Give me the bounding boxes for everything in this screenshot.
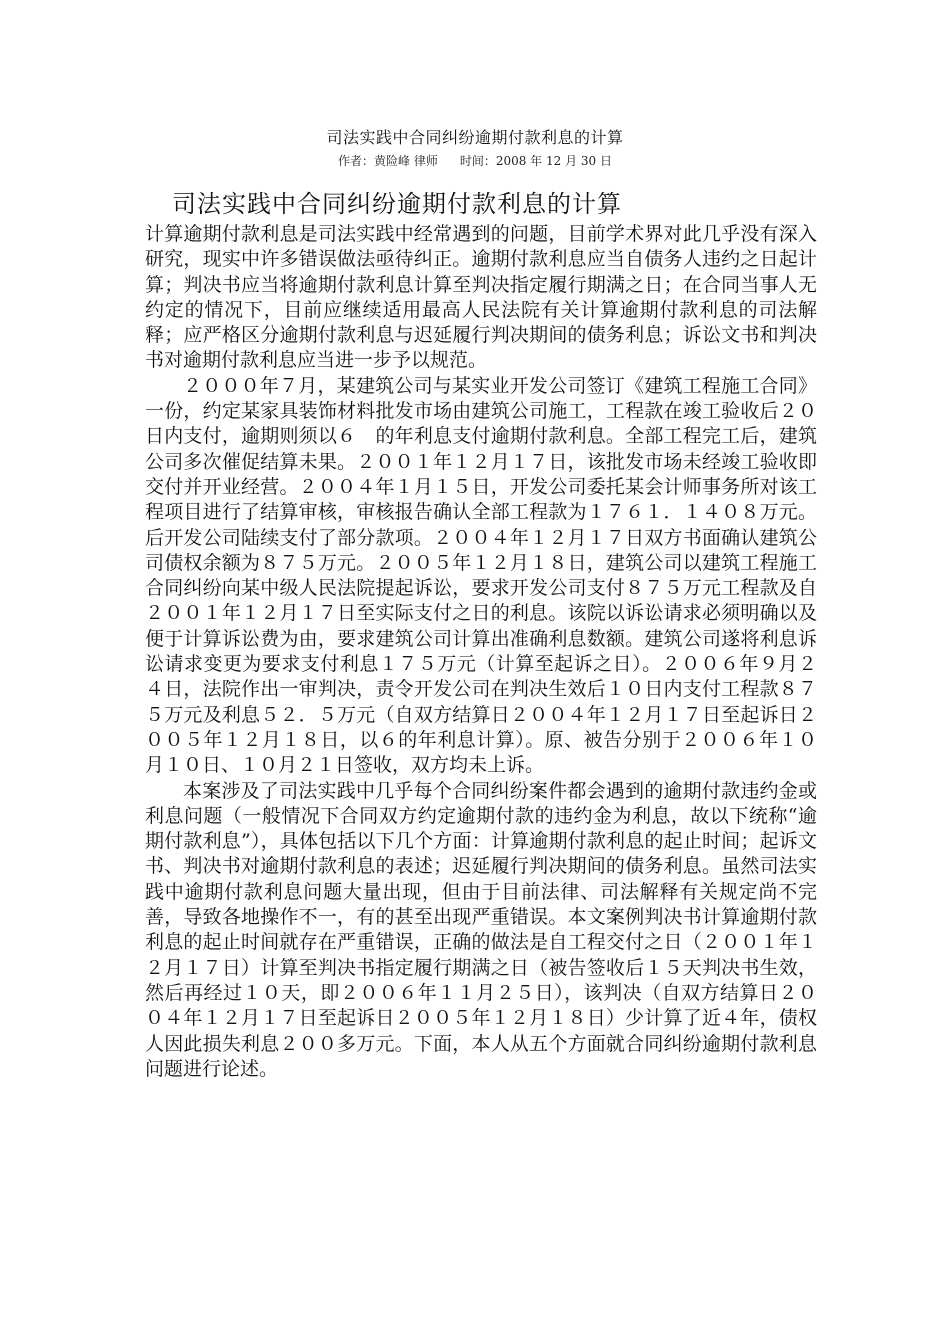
byline (0, 152, 950, 169)
abstract-paragraph: 计算逾期付款利息是司法实践中经常遇到的问题，目前学术界对此几乎没有深入研究，现实中许多错误做法亟待纠正。逾期付款利息应当自债务人违约之日起计算；判决书应当将逾期付款利息计算至判决指定履行期满之日；在合同当事人无约定的情况下，目前应继续适用最高人民法院有关计算逾期付款利息的司法解释；应严格区分逾期付款利息与迟延履行判决期间的债务利息；诉讼文书和判决书对逾期付款利息应当进一步予以规范。 (145, 223, 817, 372)
author-label: 作者：黄险峰 律师 (338, 154, 438, 168)
article-body (145, 222, 817, 1082)
date-label: 时间：2008 年 12 月 30 日 (459, 154, 612, 168)
page-header-title: 司法实践中合同纠纷逾期付款利息的计算 (326, 128, 624, 147)
case-facts-paragraph: ２０００年７月，某建筑公司与某实业开发公司签订《建筑工程施工合同》一份，约定某家具装饰材料批发市场由建筑公司施工，工程款在竣工验收后２０日内支付，逾期则须以６ 的年利息支付逾期付款利息。全部工程完工后，建筑公司多次催促结算未果。２００１年１２月１７日，该批发市场未经竣工验收即交付并开业经营。２００４年１月１５日，开发公司委托某会计师事务所对该工程项目进行了结算审核，审核报告确认全部工程款为１７６１．１４０８万元。后开发公司陆续支付了部分款项。２００４年１２月１７日双方书面确认建筑公司债权余额为８７５万元。２００５年１２月１８日，建筑公司以建筑工程施工合同纠纷向某中级人民法院提起诉讼，要求开发公司支付８７５万元工程款及自２００１年１２月１７日至实际支付之日的利息。该院以诉讼请求必须明确以及便于计算诉讼费为由，要求建筑公司计算出准确利息数额。建筑公司遂将利息诉讼请求变更为要求支付利息１７５万元（计算至起诉之日）。２００６年９月２４日，法院作出一审判决，责令开发公司在判决生效后１０日内支付工程款８７５万元及利息５２．５万元（自双方结算日２００４年１２月１７日至起诉日２００５年１２月１８日，以６的年利息计算）。原、被告分别于２００６年１０月１０日、１０月２１日签收，双方均未上诉。 (145, 374, 817, 777)
issue-analysis-paragraph: 本案涉及了司法实践中几乎每个合同纠纷案件都会遇到的逾期付款违约金或利息问题（一般情况下合同双方约定逾期付款的违约金为利息，故以下统称“逾期付款利息”），具体包括以下几个方面：计算逾期付款利息的起止时间；起诉文书、判决书对逾期付款利息的表述；迟延履行判决期间的债务利息。虽然司法实践中逾期付款利息问题大量出现，但由于目前法律、司法解释有关规定尚不完善，导致各地操作不一，有的甚至出现严重错误。本文案例判决书计算逾期付款利息的起止时间就存在严重错误，正确的做法是自工程交付之日（２００１年１２月１７日）计算至判决书指定履行期满之日（被告签收后１５天判决书生效，然后再经过１０天，即２００６年１１月２５日），该判决（自双方结算日２００４年１２月１７日至起诉日２００５年１２月１８日）少计算了近４年，债权人因此损失利息２００多万元。下面，本人从五个方面就合同纠纷逾期付款利息问题进行论述。 (145, 779, 817, 1080)
article-title: 司法实践中合同纠纷逾期付款利息的计算 (172, 190, 622, 218)
